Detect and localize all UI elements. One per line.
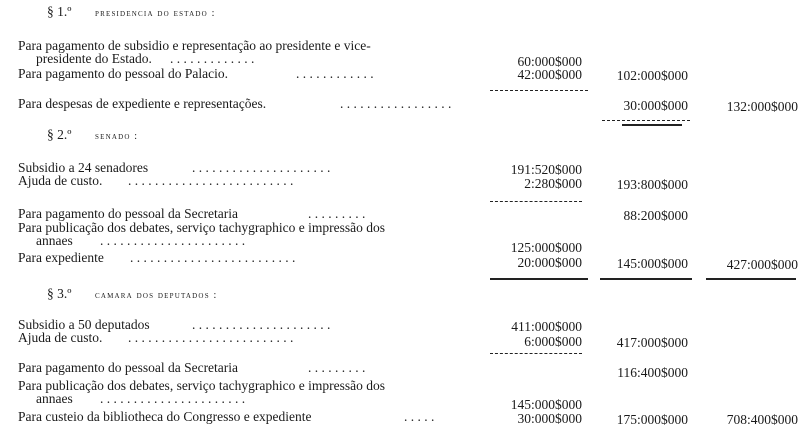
- s3-line2-amount: 6:000$000: [524, 334, 582, 349]
- s1-rule: [490, 90, 588, 91]
- s2-line1-label: Subsidio a 24 senadores: [18, 160, 149, 175]
- section-1-heading: presidencia do estado :: [95, 8, 216, 19]
- s2-line4-label-b: annaes: [36, 233, 73, 248]
- s3-line5-leader: . . . . .: [404, 409, 435, 424]
- s2-line5-subtotal: 145:000$000: [616, 256, 688, 271]
- s3-line1-label: Subsidio a 50 deputados: [18, 317, 150, 332]
- s1-line1-label-a: Para pagamento de subsidio e representação ao presidente e vice-: [18, 38, 371, 53]
- s2-line4-label-a: Para publicação dos debates, serviço tachygraphico e impressão dos: [18, 220, 385, 235]
- section-3-heading: camara dos deputados :: [95, 290, 218, 301]
- s1-line3-leader: . . . . . . . . . . . . . . . . .: [340, 96, 452, 111]
- s2-line1-amount: 191:520$000: [510, 162, 582, 177]
- s1-line2-amount: 42:000$000: [517, 67, 582, 82]
- s3-line4-leader: . . . . . . . . . . . . . . . . . . . . . .: [100, 391, 246, 406]
- s2-rule-2c: [706, 278, 796, 280]
- s3-line4-amount: 145:000$000: [510, 397, 582, 412]
- section-3-number: § 3.º: [47, 286, 72, 301]
- s3-line1-amount: 411:000$000: [511, 319, 582, 334]
- s3-total: 708:400$000: [726, 412, 798, 427]
- section-2-number: § 2.º: [47, 127, 72, 142]
- s2-line3-leader: . . . . . . . . .: [308, 206, 366, 221]
- s3-line5-subtotal: 175:000$000: [616, 412, 688, 427]
- s3-line4-label-b: annaes: [36, 391, 73, 406]
- s1-line2-subtotal: 102:000$000: [616, 68, 688, 83]
- s2-line3-label: Para pagamento do pessoal da Secretaria: [18, 206, 239, 221]
- s2-total: 427:000$000: [726, 257, 798, 272]
- s1-total: 132:000$000: [726, 99, 798, 114]
- s3-line2-subtotal: 417:000$000: [616, 335, 688, 350]
- s1-line1-label-b: presidente do Estado.: [36, 51, 152, 66]
- s1-line3-label: Para despesas de expediente e representações.: [18, 96, 267, 111]
- section-1-number: § 1.º: [47, 4, 72, 19]
- s3-line4-label-a: Para publicação dos debates, serviço tachygraphico e impressão dos: [18, 378, 385, 393]
- section-2-heading: senado :: [95, 131, 139, 142]
- s2-rule-1: [490, 201, 582, 202]
- s2-line5-amount: 20:000$000: [517, 255, 582, 270]
- s3-line5-amount: 30:000$000: [517, 411, 582, 426]
- s3-line5-label: Para custeio da bibliotheca do Congresso e expediente: [18, 409, 312, 424]
- s2-line4-amount: 125:000$000: [510, 240, 582, 255]
- s3-line3-leader: . . . . . . . . .: [308, 360, 366, 375]
- s1-line1-leader: . . . . . . . . . . . . .: [170, 51, 255, 66]
- s3-line3-label: Para pagamento do pessoal da Secretaria: [18, 360, 239, 375]
- s2-line2-leader: . . . . . . . . . . . . . . . . . . . . . . . . .: [128, 173, 294, 188]
- s3-line2-leader: . . . . . . . . . . . . . . . . . . . . . . . . .: [128, 330, 294, 345]
- s2-line2-subtotal: 193:800$000: [616, 177, 688, 192]
- s3-rule-1: [490, 353, 582, 354]
- s2-line1-leader: . . . . . . . . . . . . . . . . . . . . .: [192, 160, 331, 175]
- s3-line2-label: Ajuda de custo.: [18, 330, 103, 345]
- s1-subtotal-rule: [602, 120, 690, 121]
- s1-line1-amount: 60:000$000: [517, 54, 582, 69]
- s1-line3-subtotal: 30:000$000: [623, 98, 688, 113]
- s3-line3-subtotal: 116:400$000: [617, 365, 688, 380]
- s2-line3-subtotal: 88:200$000: [623, 208, 688, 223]
- s3-line1-leader: . . . . . . . . . . . . . . . . . . . . .: [192, 317, 331, 332]
- s2-line2-amount: 2:280$000: [524, 176, 582, 191]
- s2-rule-2a: [490, 278, 588, 280]
- s2-rule-2b: [600, 278, 692, 280]
- s2-line5-leader: . . . . . . . . . . . . . . . . . . . . . . . . .: [130, 250, 296, 265]
- s2-line5-label: Para expediente: [18, 250, 104, 265]
- s1-line2-leader: . . . . . . . . . . . .: [296, 66, 374, 81]
- s1-subtotal-rule-bold: [622, 124, 682, 126]
- s2-line2-label: Ajuda de custo.: [18, 173, 103, 188]
- s2-line4-leader: . . . . . . . . . . . . . . . . . . . . . .: [100, 233, 246, 248]
- s1-line2-label: Para pagamento do pessoal do Palacio.: [18, 66, 228, 81]
